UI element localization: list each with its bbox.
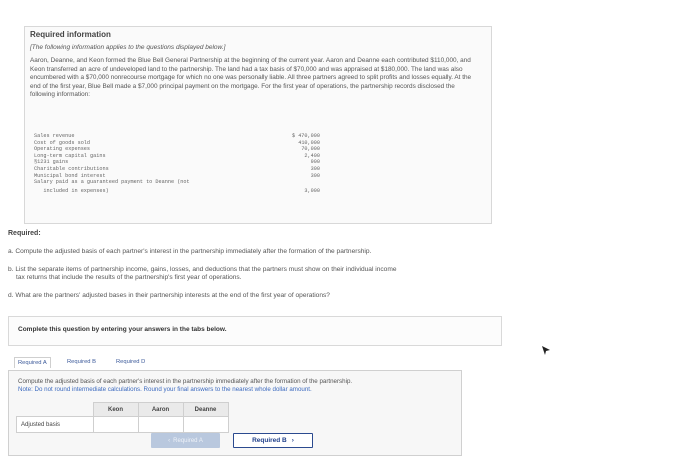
answer-table: [16, 402, 229, 433]
financial-item: Charitable contributions 300: [34, 165, 320, 172]
required-a-text: a. Compute the adjusted basis of each partner's interest in the partnership immediately after the formation of the partnership.: [8, 248, 372, 255]
instruction-text: Complete this question by entering your answers in the tabs below.: [18, 326, 227, 333]
financial-item: Operating expenses 70,000: [34, 146, 320, 153]
column-header-aaron: Aaron: [138, 403, 183, 417]
financial-item: included in expenses) 3,000: [34, 187, 320, 194]
financial-item: Sales revenue $ 470,000: [34, 133, 320, 139]
panel-note: Note: Do not round intermediate calculations. Round your final answers to the nearest whole dollar amount.: [18, 385, 312, 393]
financial-item: Municipal bond interest 300: [34, 172, 320, 179]
financial-data-list: [34, 133, 320, 194]
previous-button-label: Required A: [173, 437, 203, 444]
panel-instruction: [18, 378, 458, 393]
next-button[interactable]: [233, 433, 313, 448]
required-b-text-line2: tax returns that include the results of the partnership's first year of operations.: [16, 274, 242, 281]
table-row: [17, 417, 229, 433]
financial-item: §1231 gains 900: [34, 159, 320, 166]
panel-text: Compute the adjusted basis of each partner's interest in the partnership immediately after the formation of the partnership.: [18, 378, 353, 385]
chevron-left-icon: ‹: [168, 437, 171, 444]
financial-item: Salary paid as a guaranteed payment to Deanne (not: [34, 179, 190, 186]
required-b-text-line1: b. List the separate items of partnership income, gains, losses, and deductions that the partners must show on their individual income: [8, 266, 397, 273]
required-heading: Required:: [8, 230, 41, 237]
info-subtitle: [The following information applies to the questions displayed below.]: [30, 44, 226, 51]
keon-basis-input[interactable]: [93, 417, 138, 433]
previous-button[interactable]: [151, 433, 220, 448]
deanne-basis-input[interactable]: [183, 417, 228, 433]
tab-required-b[interactable]: Required B: [67, 359, 97, 365]
chevron-right-icon: ›: [291, 437, 294, 444]
tab-required-d[interactable]: Required D: [116, 359, 146, 365]
column-header-deanne: Deanne: [183, 403, 228, 417]
table-corner: [17, 403, 94, 417]
aaron-basis-input[interactable]: [138, 417, 183, 433]
info-title: Required information: [30, 30, 111, 39]
table-header-row: [17, 403, 229, 417]
required-d-text: d. What are the partners' adjusted bases in their partnership interests at the end of the first year of operations?: [8, 292, 330, 299]
financial-item: Long-term capital gains 2,400: [34, 152, 320, 159]
tab-required-a[interactable]: Required A: [14, 357, 51, 368]
financial-item: Cost of goods sold 410,000: [34, 139, 320, 146]
info-paragraph: Aaron, Deanne, and Keon formed the Blue Bell General Partnership at the beginning of the current year. Aaron and Deanne each contributed $110,000, and Keon transferred an acre of undeveloped land to the partnership. The land had a tax basis of $70,000 and was appraised at $180,000. The land was also encumbered with a $70,000 nonrecourse mortgage for which no one was personally liable. All three partners agreed to split profits and losses equally. At the end of the first year, Blue Bell made a $7,000 principal payment on the mortgage. For the first year of operations, the partnership records disclosed the following information:: [30, 57, 472, 99]
column-header-keon: Keon: [93, 403, 138, 417]
next-button-label: Required B: [252, 437, 287, 444]
row-label-adjusted-basis: Adjusted basis: [17, 417, 94, 433]
